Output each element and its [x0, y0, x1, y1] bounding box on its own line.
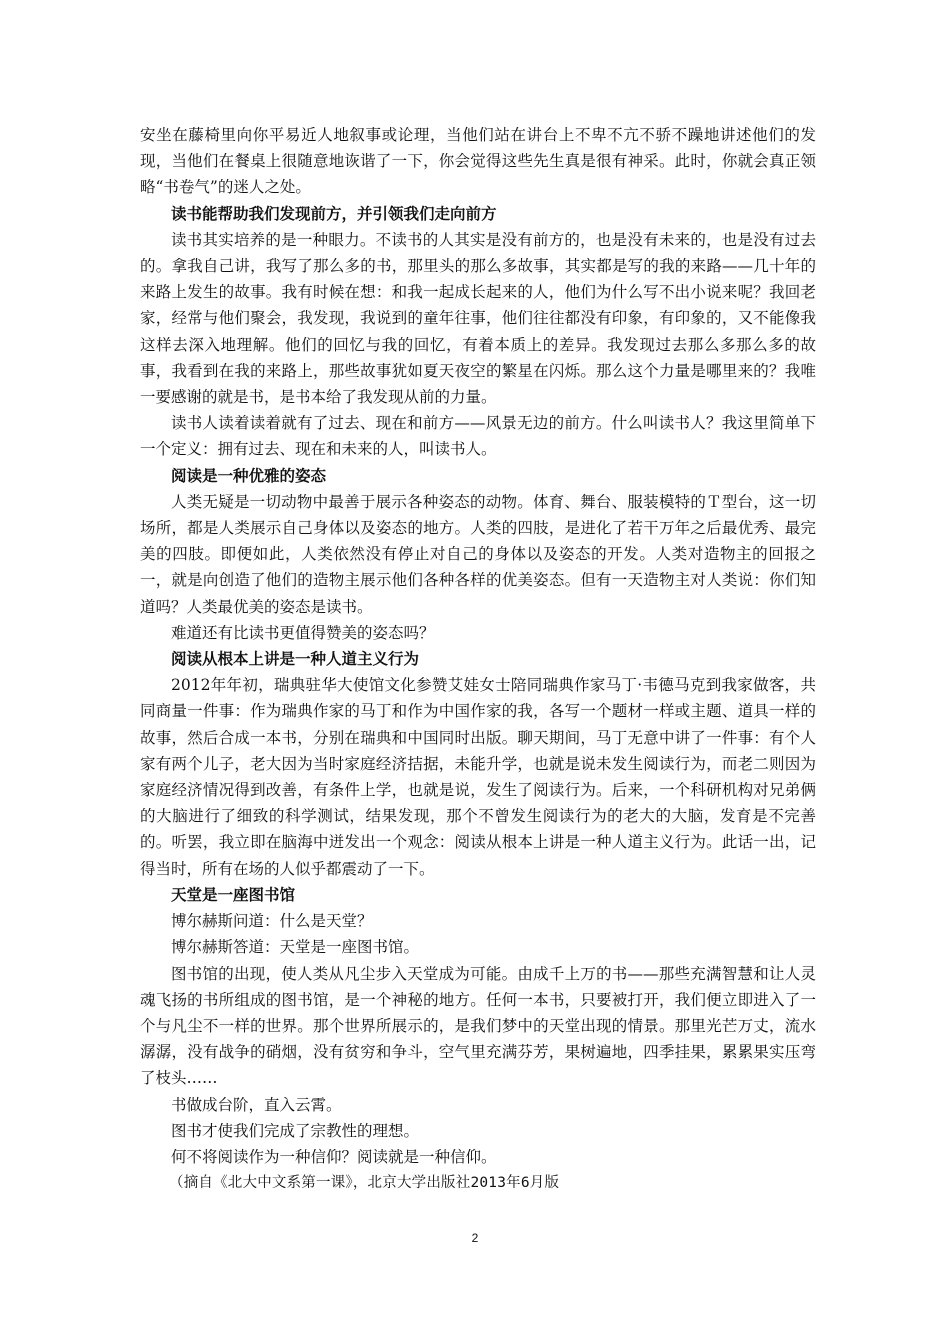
document-body [140, 122, 816, 1196]
body-paragraph: 书做成台阶，直入云霄。 [171, 1095, 342, 1114]
body-paragraph: 博尔赫斯问道：什么是天堂？ [171, 912, 373, 931]
section-heading: 阅读从根本上讲是一种人道主义行为 [171, 649, 420, 669]
body-paragraph: 人类无疑是一切动物中最善于展示各种姿态的动物。体育、舞台、服装模特的Ｔ型台，这一切场所，都是人类展示自己身体以及姿态的地方。人类的四肢，是进化了若干万年之后最优秀、最完美的四肢。即便如此，人类依然没有停止对自己的身体以及姿态的开发。人类对造物主的回报之一，就是向创造了他们的造物主展示他们各种各样的优美姿态。但有一天造物主对人类说：你们知道吗？人类最优美的姿态是读书。 [140, 492, 816, 616]
body-paragraph: 图书馆的出现，使人类从凡尘步入天堂成为可能。由成千上万的书——那些充满智慧和让人灵魂飞扬的书所组成的图书馆，是一个神秘的地方。任何一本书，只要被打开，我们便立即进入了一个与凡尘不一样的世界。那个世界所展示的，是我们梦中的天堂出现的情景。那里光芒万丈，流水潺潺，没有战争的硝烟，没有贫穷和争斗，空气里充满芬芳，果树遍地，四季挂果，累累果实压弯了枝头…… [140, 964, 816, 1088]
body-paragraph: 何不将阅读作为一种信仰？阅读就是一种信仰。 [171, 1147, 497, 1166]
body-paragraph: 博尔赫斯答道：天堂是一座图书馆。 [171, 938, 420, 957]
body-paragraph: 2012年年初，瑞典驻华大使馆文化参赞艾娃女士陪同瑞典作家马丁·韦德马克到我家做客，共同商量一件事：作为瑞典作家的马丁和作为中国作家的我，各写一个题材一样或主题、道具一样的故事，然后合成一本书，分别在瑞典和中国同时出版。聊天期间，马丁无意中讲了一件事：有个人家有两个儿子，老大因为当时家庭经济拮据，未能升学，也就是说未发生阅读行为，而老二则因为家庭经济情况得到改善，有条件上学，也就是说，发生了阅读行为。后来，一个科研机构对兄弟俩的大脑进行了细致的科学测试，结果发现，那个不曾发生阅读行为的老大的大脑，发育是不完善的。听罢，我立即在脑海中迸发出一个观念：阅读从根本上讲是一种人道主义行为。此话一出，记得当时，所有在场的人似乎都震动了一下。 [140, 676, 816, 878]
body-paragraph: 难道还有比读书更值得赞美的姿态吗？ [171, 623, 435, 642]
section-heading: 阅读是一种优雅的姿态 [171, 465, 327, 485]
body-paragraph: 读书其实培养的是一种眼力。不读书的人其实是没有前方的，也是没有未来的，也是没有过去的。拿我自己讲，我写了那么多的书，那里头的那么多故事，其实都是写的我的来路——几十年的来路上发生的故事。我有时候在想：和我一起成长起来的人，他们为什么写不出小说来呢？我回老家，经常与他们聚会，我发现，我说到的童年往事，他们往往都没有印象，有印象的，又不能像我这样去深入地理解。他们的回忆与我的回忆，有着本质上的差异。我发现过去那么多那么多的故事，我看到在我的来路上，那些故事犹如夏天夜空的繁星在闪烁。那么这个力量是哪里来的？我唯一要感谢的就是书，是书本给了我发现从前的力量。 [140, 230, 816, 407]
section-heading: 天堂是一座图书馆 [171, 884, 296, 904]
section-heading: 读书能帮助我们发现前方，并引领我们走向前方 [171, 203, 497, 223]
body-paragraph: 读书人读着读着就有了过去、现在和前方——风景无边的前方。什么叫读书人？我这里简单下一个定义：拥有过去、现在和未来的人，叫读书人。 [140, 414, 816, 459]
source-citation: （摘自《北大中文系第一课》，北京大学出版社2013年6月版 [169, 1175, 560, 1192]
body-paragraph: 安坐在藤椅里向你平易近人地叙事或论理，当他们站在讲台上不卑不亢不骄不躁地讲述他们的发现，当他们在餐桌上很随意地诙谐了一下，你会觉得这些先生真是很有神采。此时，你就会真正领略“书卷气”的迷人之处。 [140, 126, 816, 197]
body-paragraph: 图书才使我们完成了宗教性的理想。 [171, 1121, 420, 1140]
page-number: 2 [471, 1231, 479, 1245]
